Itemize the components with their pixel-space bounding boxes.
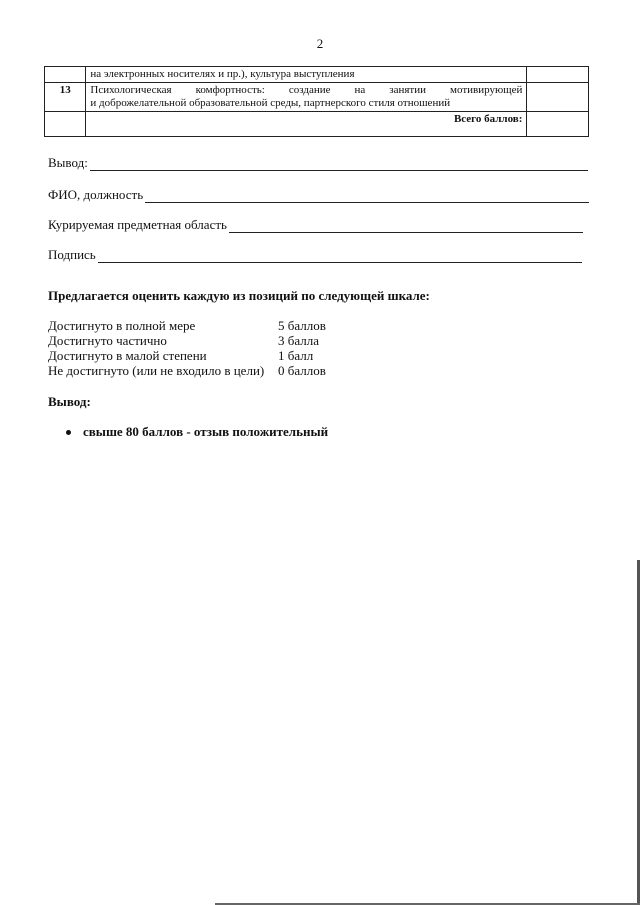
scale-points: 3 балла xyxy=(278,333,319,348)
criterion-text-cell xyxy=(86,83,527,112)
scale-points: 1 балл xyxy=(278,348,314,363)
name-position-field-label: ФИО, должность xyxy=(48,187,144,202)
scale-row xyxy=(48,333,326,348)
score-cell xyxy=(527,83,589,112)
total-label: Всего баллов: xyxy=(86,112,527,137)
conclusion-field-label: Вывод: xyxy=(48,155,88,170)
table-row-total xyxy=(45,112,589,137)
scale-list xyxy=(48,318,326,378)
score-cell xyxy=(527,67,589,83)
row-number-cell xyxy=(45,112,86,137)
signature-field-label: Подпись xyxy=(48,247,96,262)
table-row xyxy=(45,83,589,112)
conclusion-field-line[interactable] xyxy=(90,158,588,171)
total-score-cell xyxy=(527,112,589,137)
name-position-field-line[interactable] xyxy=(145,190,589,203)
signature-field-line[interactable] xyxy=(98,250,582,263)
row-number-cell xyxy=(45,67,86,83)
signature-field xyxy=(48,247,582,263)
table-row xyxy=(45,67,589,83)
page-number: 2 xyxy=(316,36,324,51)
scale-heading: Предлагается оценить каждую из позиций по следующей шкале: xyxy=(48,288,430,303)
subject-area-field xyxy=(48,217,583,233)
scale-level: Достигнуто частично xyxy=(48,333,167,348)
scale-row xyxy=(48,363,326,378)
conclusion-list-item xyxy=(66,424,328,440)
scale-level: Не достигнуто (или не входило в цели) xyxy=(48,363,265,378)
subject-area-field-line[interactable] xyxy=(229,220,583,233)
scale-points: 0 баллов xyxy=(278,363,326,378)
conclusion-item-text: свыше 80 баллов - отзыв положительный xyxy=(83,424,329,439)
row-number-cell: 13 xyxy=(45,83,86,112)
name-position-field xyxy=(48,187,589,203)
scale-row xyxy=(48,318,326,333)
conclusion-heading: Вывод: xyxy=(48,394,91,409)
scale-level: Достигнуто в полной мере xyxy=(48,318,196,333)
conclusion-field xyxy=(48,155,588,171)
criteria-table xyxy=(44,66,589,137)
scale-row xyxy=(48,348,326,363)
criterion-text-cell: на электронных носителях и пр.), культура выступления xyxy=(86,67,527,83)
bullet-icon xyxy=(66,430,71,435)
scale-points: 5 баллов xyxy=(278,318,326,333)
subject-area-field-label: Курируемая предметная область xyxy=(48,217,227,232)
scale-level: Достигнуто в малой степени xyxy=(48,348,207,363)
criterion-text-line: и доброжелательной образовательной среды, партнерского стиля отношений xyxy=(90,97,451,109)
criterion-text-line: Психологическая комфортность: создание на занятии мотивирующей xyxy=(90,84,523,96)
